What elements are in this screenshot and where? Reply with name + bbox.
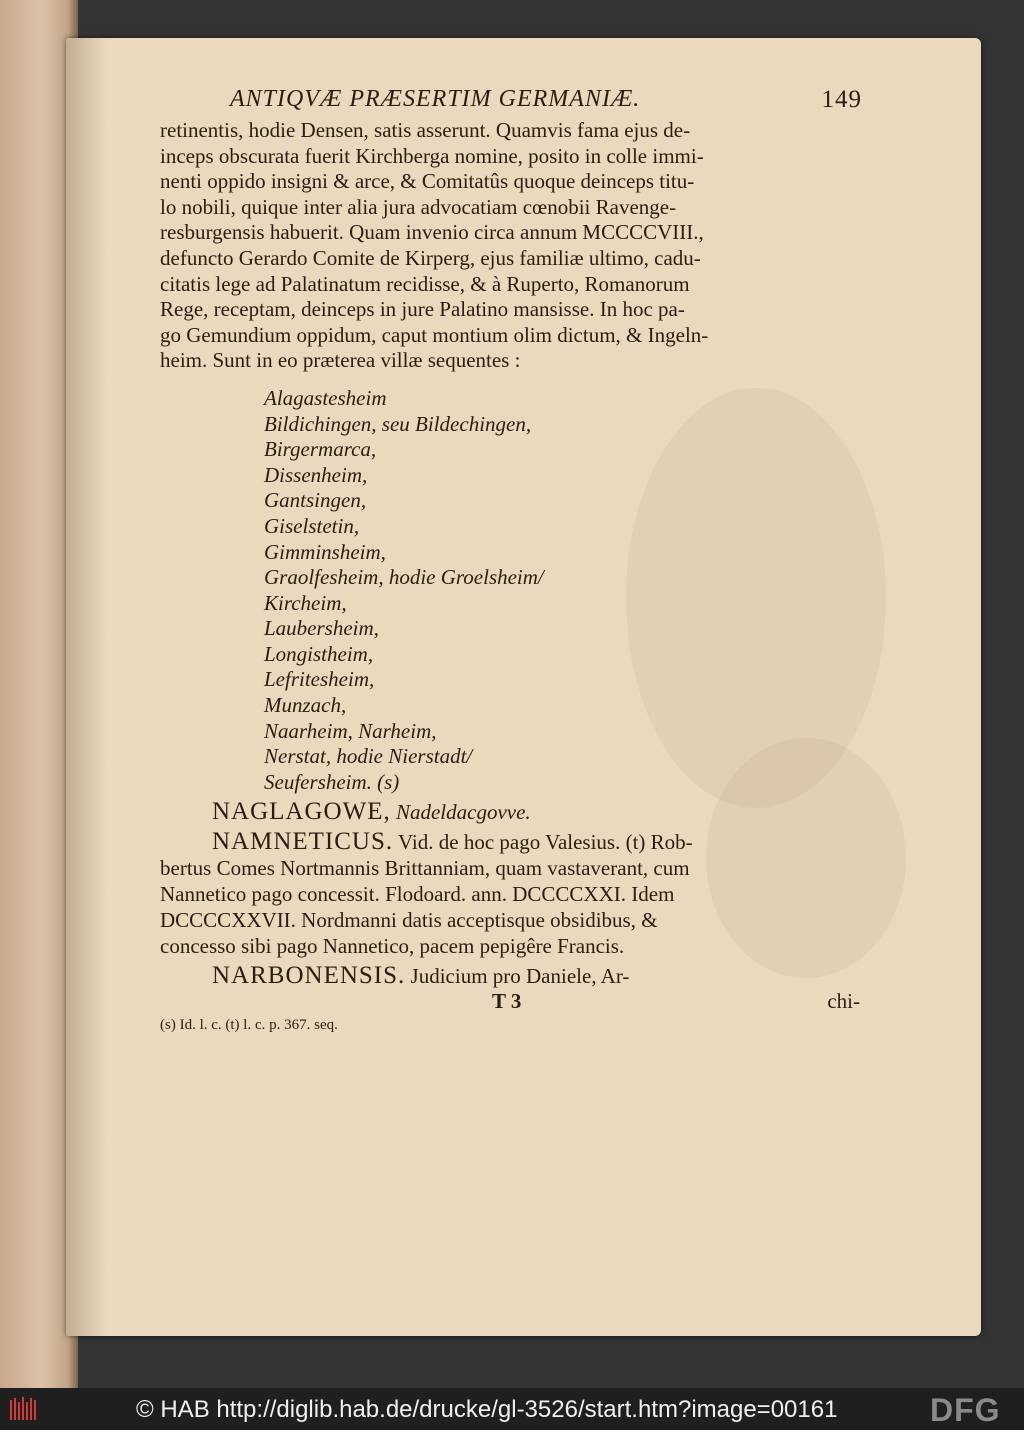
- paragraph-line: go Gemundium oppidum, caput montium olim dictum, & Ingeln-: [160, 322, 709, 347]
- list-item: Naarheim, Narheim,: [264, 718, 437, 743]
- entry-text: Judicium pro Daniele, Ar-: [410, 964, 630, 989]
- paragraph-line: lo nobili, quique inter alia jura advocatiam cœnobii Ravenge-: [160, 194, 677, 219]
- paragraph-line: inceps obscurata fuerit Kirchberga nomine, posito in colle immi-: [160, 143, 704, 168]
- dfg-logo: DFG: [930, 1392, 1001, 1428]
- paragraph-line: Rege, receptam, deinceps in jure Palatino mansisse. In hoc pa-: [160, 297, 685, 322]
- list-item: Birgermarca,: [264, 437, 377, 462]
- list-item: Munzach,: [264, 693, 347, 718]
- list-item: Longistheim,: [264, 641, 374, 666]
- catchword: chi-: [827, 989, 860, 1014]
- entry-heading: NARBONENSIS.: [212, 962, 406, 990]
- list-item: Graolfesheim, hodie Groelsheim/: [264, 565, 544, 590]
- hab-logo-icon: [8, 1394, 38, 1424]
- entry-text-line: bertus Comes Nortmannis Brittanniam, quam vastaverant, cum: [160, 856, 690, 881]
- list-item: Nerstat, hodie Nierstadt/: [264, 744, 473, 769]
- entry-heading: NAMNETICUS.: [212, 828, 394, 856]
- paragraph-line: defuncto Gerardo Comite de Kirperg, ejus familiæ ultimo, cadu-: [160, 245, 701, 270]
- list-item: Alagastesheim: [264, 385, 387, 410]
- page-text: [160, 80, 860, 1034]
- list-item: Lefritesheim,: [264, 667, 375, 692]
- entry-text-line: Vid. de hoc pago Valesius. (t) Rob-: [398, 830, 693, 855]
- paragraph-line: citatis lege ad Palatinatum recidisse, & à Ruperto, Romanorum: [160, 271, 690, 296]
- entry-text-line: DCCCCXXVII. Nordmanni datis acceptisque obsidibus, &: [160, 908, 658, 933]
- entry-text: Nadeldacgovve.: [395, 800, 531, 825]
- page-number: 149: [821, 86, 862, 113]
- paragraph-line: resburgensis habuerit. Quam invenio circa annum MCCCCVIII.,: [160, 220, 704, 245]
- list-item: Bildichingen, seu Bildechingen,: [264, 411, 532, 436]
- running-head: [160, 80, 860, 118]
- entry-namneticus: [160, 829, 860, 959]
- footnotes: (s) Id. l. c. (t) l. c. p. 367. seq.: [160, 1017, 338, 1034]
- entry-narbonensis: [160, 963, 860, 989]
- list-item: Dissenheim,: [264, 462, 368, 487]
- list-item: Laubersheim,: [264, 616, 379, 641]
- paragraph-line: heim. Sunt in eo præterea villæ sequentes :: [160, 348, 521, 373]
- viewer-footer: [0, 1388, 1024, 1430]
- signature-mark: T 3: [492, 989, 522, 1014]
- list-item: Gantsingen,: [264, 488, 367, 513]
- list-item: Gimminsheim,: [264, 539, 386, 564]
- list-item: Kircheim,: [264, 590, 347, 615]
- entry-naglagowe: [160, 799, 860, 825]
- signature-row: [160, 989, 860, 1015]
- book-page: [66, 38, 981, 1336]
- main-paragraph: [160, 118, 860, 374]
- entry-heading: NAGLAGOWE,: [212, 798, 391, 826]
- villae-list: [264, 386, 860, 796]
- entry-text-line: concesso sibi pago Nannetico, pacem pepigêre Francis.: [160, 934, 625, 959]
- entry-text-line: Nannetico pago concessit. Flodoard. ann. DCCCCXXI. Idem: [160, 882, 675, 907]
- list-item: Seufersheim. (s): [264, 769, 400, 794]
- paragraph-line: retinentis, hodie Densen, satis asserunt. Quamvis fama ejus de-: [160, 118, 691, 142]
- paragraph-line: nenti oppido insigni & arce, & Comitatûs quoque deinceps titu-: [160, 169, 695, 194]
- copyright-link[interactable]: © HAB http://diglib.hab.de/drucke/gl-3526/start.htm?image=00161: [136, 1396, 838, 1423]
- list-item: Giselstetin,: [264, 513, 360, 538]
- running-head-title: ANTIQVÆ PRÆSERTIM GERMANIÆ.: [230, 86, 641, 112]
